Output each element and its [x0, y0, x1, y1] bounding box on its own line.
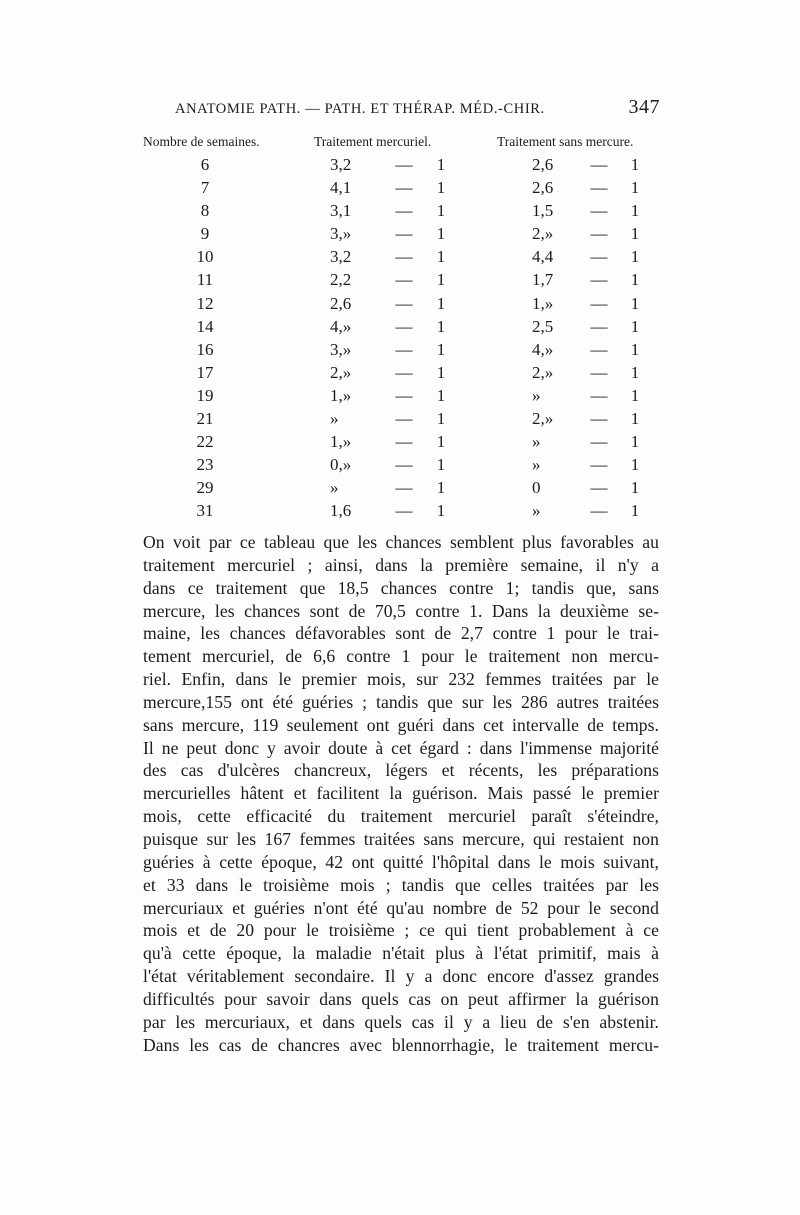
- table-row: [0, 386, 800, 409]
- table-row: [0, 294, 800, 317]
- mercurial-against: 1: [436, 316, 446, 336]
- without-dash: —: [590, 178, 608, 198]
- week-cell: 31: [196, 501, 214, 521]
- mercurial-against: 1: [436, 224, 446, 244]
- mercurial-against: 1: [436, 362, 446, 382]
- mercurial-dash: —: [395, 409, 413, 429]
- table-row: [0, 155, 800, 178]
- table-row: [0, 178, 800, 201]
- text-line: tement mercuriel, de 6,6 contre 1 pour le traitement non mercu-: [143, 646, 659, 667]
- mercurial-against: 1: [436, 270, 446, 290]
- without-dash: —: [590, 293, 608, 313]
- without-dash: —: [590, 501, 608, 521]
- week-cell: 8: [200, 201, 210, 221]
- text-line: maine, les chances défavorables sont de 2,7 contre 1 pour le trai-: [143, 623, 659, 644]
- without-value: 1,5: [532, 201, 554, 221]
- table-row: [0, 363, 800, 386]
- without-value: »: [532, 501, 541, 521]
- mercurial-against: 1: [436, 293, 446, 313]
- mercurial-dash: —: [395, 247, 413, 267]
- week-cell: 12: [196, 293, 214, 313]
- week-cell: 14: [196, 316, 214, 336]
- mercurial-against: 1: [436, 455, 446, 475]
- mercurial-value: 4,1: [330, 178, 352, 198]
- table-row: [0, 247, 800, 270]
- mercurial-value: »: [330, 409, 339, 429]
- without-against: 1: [630, 501, 640, 521]
- week-cell: 16: [196, 339, 214, 359]
- without-dash: —: [590, 201, 608, 221]
- column-header-without-mercury: Traitement sans mercure.: [497, 134, 634, 149]
- without-against: 1: [630, 224, 640, 244]
- mercurial-dash: —: [395, 501, 413, 521]
- mercurial-dash: —: [395, 339, 413, 359]
- text-line: Dans les cas de chancres avec blennorrhagie, le traitement mercu-: [143, 1034, 659, 1055]
- without-against: 1: [630, 385, 640, 405]
- mercurial-dash: —: [395, 432, 413, 452]
- week-cell: 19: [196, 385, 214, 405]
- without-against: 1: [630, 409, 640, 429]
- mercurial-against: 1: [436, 201, 446, 221]
- without-against: 1: [630, 455, 640, 475]
- mercurial-value: 2,2: [330, 270, 352, 290]
- without-dash: —: [590, 432, 608, 452]
- text-line: l'état véritablement secondaire. Il y a donc encore d'assez grandes: [143, 966, 659, 987]
- text-line: On voit par ce tableau que les chances semblent plus favorables au: [143, 532, 659, 552]
- text-line: mercure, les chances sont de 70,5 contre 1. Dans la deuxième se-: [143, 600, 659, 621]
- mercurial-value: 3,»: [330, 224, 352, 244]
- mercurial-dash: —: [395, 270, 413, 290]
- text-line: riel. Enfin, dans le premier mois, sur 232 femmes traitées par le: [143, 669, 659, 690]
- without-dash: —: [590, 155, 608, 174]
- mercurial-dash: —: [395, 478, 413, 498]
- without-value: 2,6: [532, 155, 554, 174]
- text-line: mois, cette efficacité du traitement mercuriel paraît s'éteindre,: [143, 806, 659, 827]
- mercurial-value: 4,»: [330, 316, 352, 336]
- text-line: sans mercure, 119 seulement ont guéri dans cet intervalle de temps.: [143, 714, 659, 735]
- mercurial-value: »: [330, 478, 339, 498]
- mercurial-dash: —: [395, 178, 413, 198]
- text-line: mercure,155 ont été guéries ; tandis que sur les 286 autres traitées: [143, 691, 659, 712]
- without-dash: —: [590, 224, 608, 244]
- table-row: [0, 317, 800, 340]
- text-line: Il ne peut donc y avoir doute à cet égard : dans l'immense majorité: [143, 737, 659, 758]
- mercurial-dash: —: [395, 385, 413, 405]
- table-row: [0, 432, 800, 455]
- without-dash: —: [590, 362, 608, 382]
- mercurial-value: 3,2: [330, 247, 352, 267]
- mercurial-value: 2,6: [330, 293, 352, 313]
- column-header-weeks: Nombre de semaines.: [143, 134, 260, 149]
- without-value: 4,4: [532, 247, 554, 267]
- without-against: 1: [630, 247, 640, 267]
- mercurial-value: 2,»: [330, 362, 352, 382]
- text-line: des cas d'ulcères chancreux, légers et récents, les préparations: [143, 760, 659, 781]
- week-cell: 11: [196, 270, 214, 290]
- column-header-mercurial: Traitement mercuriel.: [314, 134, 432, 149]
- text-line: traitement mercuriel ; ainsi, dans la première semaine, il n'y a: [143, 554, 659, 575]
- mercurial-dash: —: [395, 455, 413, 475]
- without-against: 1: [630, 339, 640, 359]
- mercurial-against: 1: [436, 155, 446, 174]
- without-against: 1: [630, 316, 640, 336]
- table-row: [0, 409, 800, 432]
- page-number: 347: [628, 96, 660, 118]
- mercurial-value: 3,1: [330, 201, 352, 221]
- table-row: [0, 270, 800, 293]
- without-against: 1: [630, 293, 640, 313]
- mercurial-against: 1: [436, 409, 446, 429]
- without-dash: —: [590, 339, 608, 359]
- mercurial-against: 1: [436, 339, 446, 359]
- mercurial-dash: —: [395, 362, 413, 382]
- chances-table: [0, 155, 800, 525]
- week-cell: 23: [196, 455, 214, 475]
- table-header: [143, 134, 663, 154]
- without-dash: —: [590, 385, 608, 405]
- running-header: [175, 96, 660, 119]
- mercurial-value: 1,»: [330, 432, 352, 452]
- table-row: [0, 224, 800, 247]
- without-value: »: [532, 432, 541, 452]
- table-row: [0, 478, 800, 501]
- without-value: 2,6: [532, 178, 554, 198]
- without-value: 2,»: [532, 224, 554, 244]
- week-cell: 7: [200, 178, 210, 198]
- without-dash: —: [590, 316, 608, 336]
- mercurial-against: 1: [436, 432, 446, 452]
- mercurial-value: 0,»: [330, 455, 352, 475]
- mercurial-dash: —: [395, 155, 413, 174]
- mercurial-value: 1,»: [330, 385, 352, 405]
- text-line: mercuriaux et guéries n'ont été qu'au nombre de 52 pour le second: [143, 897, 659, 918]
- without-against: 1: [630, 362, 640, 382]
- without-value: 2,5: [532, 316, 554, 336]
- body-paragraph: [143, 531, 659, 1056]
- mercurial-against: 1: [436, 178, 446, 198]
- mercurial-dash: —: [395, 224, 413, 244]
- text-line: par les mercuriaux, et dans quels cas il y a lieu de s'en abstenir.: [143, 1011, 659, 1032]
- mercurial-dash: —: [395, 316, 413, 336]
- without-against: 1: [630, 178, 640, 198]
- header-title: ANATOMIE PATH. — PATH. ET THÉRAP. MÉD.-CHIR.: [175, 101, 545, 117]
- week-cell: 21: [196, 409, 214, 429]
- text-line: et 33 dans le troisième mois ; tandis que celles traitées par les: [143, 874, 659, 895]
- without-against: 1: [630, 155, 640, 174]
- text-line: puisque sur les 167 femmes traitées sans mercure, qui restaient non: [143, 828, 659, 849]
- table-row: [0, 340, 800, 363]
- text-line: mois et de 20 pour le troisième ; ce qui tient probablement à ce: [143, 920, 659, 941]
- mercurial-value: 3,»: [330, 339, 352, 359]
- without-dash: —: [590, 247, 608, 267]
- without-dash: —: [590, 409, 608, 429]
- table-row: [0, 455, 800, 478]
- without-dash: —: [590, 455, 608, 475]
- without-value: »: [532, 455, 541, 475]
- without-dash: —: [590, 270, 608, 290]
- without-against: 1: [630, 432, 640, 452]
- without-dash: —: [590, 478, 608, 498]
- without-value: 1,»: [532, 293, 554, 313]
- text-line: qu'à cette époque, la maladie n'était plus à l'état primitif, mais à: [143, 943, 659, 964]
- text-line: mercurielles hâtent et facilitent la guérison. Mais passé le premier: [143, 783, 659, 804]
- table-row: [0, 501, 800, 524]
- without-value: 1,7: [532, 270, 554, 290]
- table-row: [0, 201, 800, 224]
- week-cell: 6: [200, 155, 210, 174]
- week-cell: 29: [196, 478, 214, 498]
- week-cell: 9: [200, 224, 210, 244]
- without-against: 1: [630, 478, 640, 498]
- mercurial-value: 3,2: [330, 155, 352, 174]
- without-value: 2,»: [532, 362, 554, 382]
- mercurial-against: 1: [436, 478, 446, 498]
- text-line: dans ce traitement que 18,5 chances contre 1; tandis que, sans: [143, 577, 659, 598]
- without-against: 1: [630, 270, 640, 290]
- without-value: 4,»: [532, 339, 554, 359]
- mercurial-against: 1: [436, 385, 446, 405]
- without-value: »: [532, 385, 541, 405]
- mercurial-dash: —: [395, 293, 413, 313]
- without-value: 0: [532, 478, 541, 498]
- week-cell: 17: [196, 362, 214, 382]
- mercurial-dash: —: [395, 201, 413, 221]
- text-line: difficultés pour savoir dans quels cas on peut affirmer la guérison: [143, 988, 659, 1009]
- week-cell: 10: [196, 247, 214, 267]
- without-value: 2,»: [532, 409, 554, 429]
- text-line: guéries à cette époque, 42 ont quitté l'hôpital dans le mois suivant,: [143, 851, 659, 872]
- mercurial-against: 1: [436, 247, 446, 267]
- without-against: 1: [630, 201, 640, 221]
- mercurial-value: 1,6: [330, 501, 352, 521]
- week-cell: 22: [196, 432, 214, 452]
- mercurial-against: 1: [436, 501, 446, 521]
